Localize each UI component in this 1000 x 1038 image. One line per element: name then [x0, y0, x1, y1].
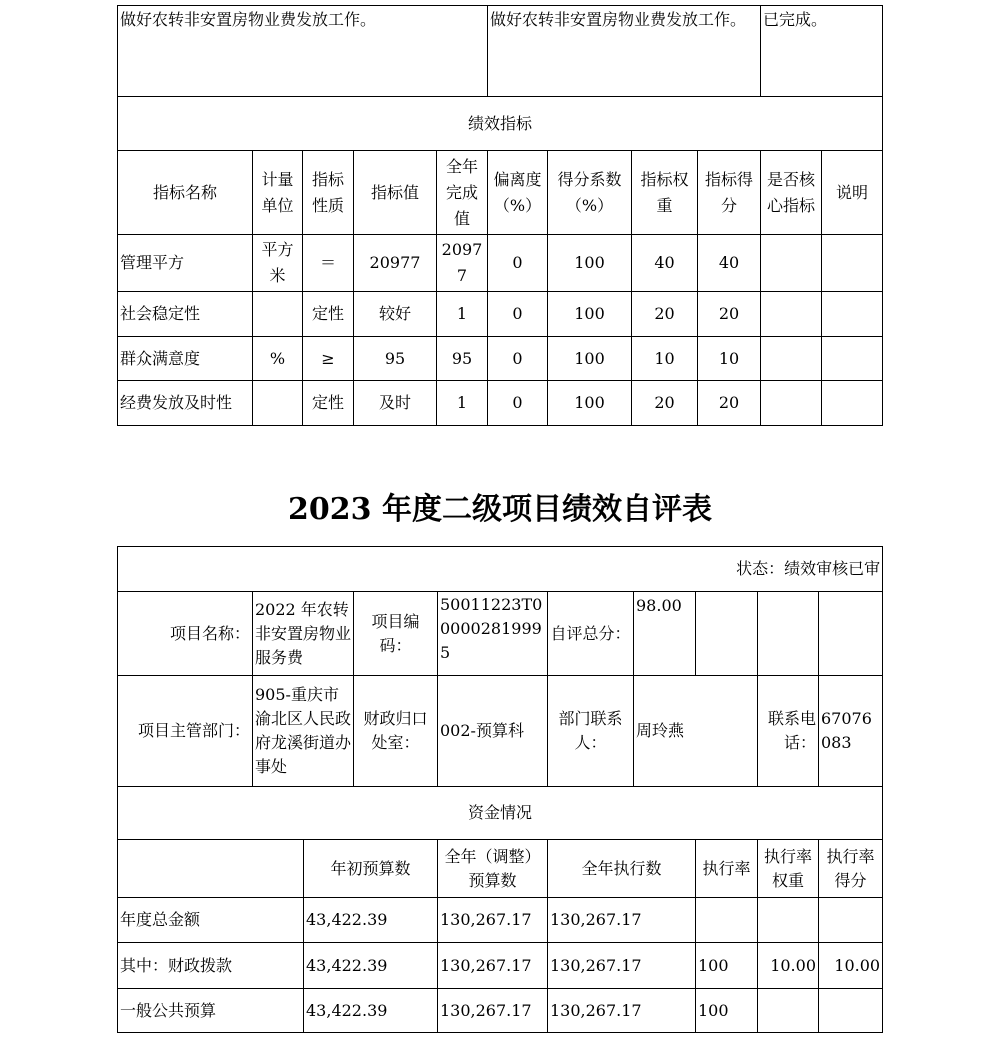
header-cell: 指标得分 [698, 151, 761, 235]
cell: % [253, 337, 303, 381]
cell: 130,267.17 [548, 943, 696, 989]
cell: 0 [488, 292, 548, 337]
cell: 管理平方 [118, 235, 253, 292]
cell: 100 [548, 292, 632, 337]
page-title: 2023 年度二级项目绩效自评表 [288, 492, 712, 527]
cell: 经费发放及时性 [118, 381, 253, 426]
dept-value: 905-重庆市渝北区人民政府龙溪街道办事处 [253, 676, 354, 787]
status-text: 已完成。 [761, 6, 883, 97]
indicators-header-row [118, 151, 883, 235]
cell [822, 381, 883, 426]
project-code-label: 项目编码： [354, 592, 438, 676]
empty-cell [696, 592, 758, 676]
header-cell: 指标名称 [118, 151, 253, 235]
cell: 43,422.39 [304, 898, 438, 943]
cell [761, 235, 822, 292]
header-cell: 指标性质 [303, 151, 354, 235]
project-name: 2022 年农转非安置房物业服务费 [253, 592, 354, 676]
indicators-section-title: 绩效指标 [118, 97, 883, 151]
finance-value: 002-预算科 [438, 676, 548, 787]
cell: ≥ [303, 337, 354, 381]
empty-cell [758, 592, 819, 676]
cell [761, 337, 822, 381]
cell: 1 [437, 292, 488, 337]
contact-label: 部门联系人： [548, 676, 634, 787]
cell: 43,422.39 [304, 989, 438, 1033]
output-text: 做好农转非安置房物业费发放工作。 [488, 6, 761, 97]
cell: 社会稳定性 [118, 292, 253, 337]
cell: 43,422.39 [304, 943, 438, 989]
cell: 100 [696, 989, 758, 1033]
cell [253, 292, 303, 337]
cell: 130,267.17 [548, 898, 696, 943]
header-cell: 说明 [822, 151, 883, 235]
cell: 20 [698, 381, 761, 426]
cell: 95 [354, 337, 437, 381]
table-row [118, 337, 883, 381]
cell: 20 [632, 381, 698, 426]
status-label: 状态：绩效审核已审 [118, 547, 883, 592]
cell: 0 [488, 235, 548, 292]
table-row [118, 381, 883, 426]
header-cell: 指标权重 [632, 151, 698, 235]
cell [761, 381, 822, 426]
project-name-label: 项目名称： [118, 592, 253, 676]
cell [253, 381, 303, 426]
funds-header-row [118, 840, 883, 898]
contact-value: 周玲燕 [634, 676, 758, 787]
goal-row [118, 6, 883, 97]
indicators-table [117, 5, 883, 426]
cell: 130,267.17 [438, 989, 548, 1033]
table-row [118, 898, 883, 943]
cell: 定性 [303, 292, 354, 337]
cell: 40 [632, 235, 698, 292]
table-row [118, 235, 883, 292]
cell: 20977 [437, 235, 488, 292]
cell: 10 [632, 337, 698, 381]
header-cell: 全年执行数 [548, 840, 696, 898]
cell [822, 235, 883, 292]
funds-section-title: 资金情况 [118, 787, 883, 840]
table-row [118, 989, 883, 1033]
cell: 100 [696, 943, 758, 989]
cell [822, 292, 883, 337]
cell: 10.00 [819, 943, 883, 989]
cell: 平方米 [253, 235, 303, 292]
cell: 定性 [303, 381, 354, 426]
header-cell: 指标值 [354, 151, 437, 235]
cell [758, 898, 819, 943]
cell: 95 [437, 337, 488, 381]
phone-value: 67076083 [819, 676, 883, 787]
header-cell: 全年（调整）预算数 [438, 840, 548, 898]
project-name-row [118, 592, 883, 676]
header-cell: 执行率得分 [819, 840, 883, 898]
cell: 20 [698, 292, 761, 337]
cell: 年度总金额 [118, 898, 304, 943]
table-row [118, 943, 883, 989]
cell: 一般公共预算 [118, 989, 304, 1033]
project-form-table [117, 546, 883, 1033]
finance-label: 财政归口处室： [354, 676, 438, 787]
cell: 较好 [354, 292, 437, 337]
cell: 100 [548, 337, 632, 381]
dept-row [118, 676, 883, 787]
cell [696, 898, 758, 943]
header-cell: 是否核心指标 [761, 151, 822, 235]
score-value: 98.00 [634, 592, 696, 676]
header-cell: 执行率 [696, 840, 758, 898]
header-cell: 全年完成值 [437, 151, 488, 235]
cell: 10 [698, 337, 761, 381]
goal-text: 做好农转非安置房物业费发放工作。 [118, 6, 488, 97]
score-label: 自评总分： [548, 592, 634, 676]
cell: 100 [548, 381, 632, 426]
cell: 130,267.17 [438, 898, 548, 943]
header-cell: 得分系数（%） [548, 151, 632, 235]
cell: 130,267.17 [438, 943, 548, 989]
cell: 其中：财政拨款 [118, 943, 304, 989]
header-cell: 执行率权重 [758, 840, 819, 898]
project-code: 50011223T000002819995 [438, 592, 548, 676]
cell [822, 337, 883, 381]
header-cell: 年初预算数 [304, 840, 438, 898]
cell: 20977 [354, 235, 437, 292]
cell: 10.00 [758, 943, 819, 989]
header-cell [118, 840, 304, 898]
cell: 群众满意度 [118, 337, 253, 381]
cell [761, 292, 822, 337]
cell: 及时 [354, 381, 437, 426]
empty-cell [819, 592, 883, 676]
cell: 20 [632, 292, 698, 337]
cell: 0 [488, 381, 548, 426]
phone-label: 联系电话： [758, 676, 819, 787]
cell [819, 989, 883, 1033]
cell: 100 [548, 235, 632, 292]
cell: 130,267.17 [548, 989, 696, 1033]
cell [819, 898, 883, 943]
cell: ＝ [303, 235, 354, 292]
table-row [118, 292, 883, 337]
cell: 0 [488, 337, 548, 381]
header-cell: 计量单位 [253, 151, 303, 235]
header-cell: 偏离度（%） [488, 151, 548, 235]
cell [758, 989, 819, 1033]
cell: 1 [437, 381, 488, 426]
cell: 40 [698, 235, 761, 292]
dept-label: 项目主管部门： [118, 676, 253, 787]
